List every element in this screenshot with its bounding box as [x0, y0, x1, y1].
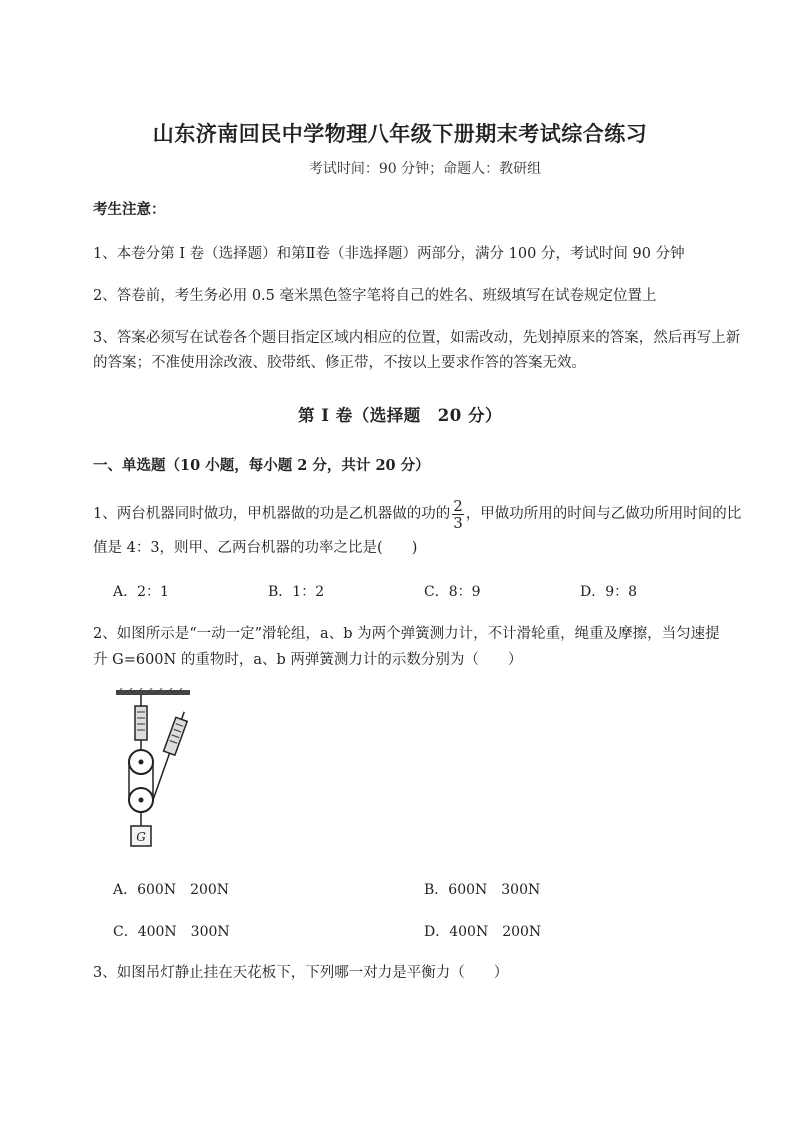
pulley-figure: [112, 688, 204, 852]
ceiling: [116, 690, 190, 695]
q1-fraction-den: 3: [453, 513, 463, 532]
q1-fraction-num: 2: [453, 496, 463, 515]
notes-heading: 考生注意：: [93, 201, 166, 218]
q2-line-2: 升 G=600N 的重物时，a、b 两弹簧测力计的示数分别为（ ）: [93, 652, 523, 668]
q1-option-d[interactable]: D．9：8: [580, 584, 638, 600]
q1-option-c[interactable]: C．8：9: [424, 584, 481, 600]
spring-scale-a: [135, 706, 147, 740]
q1-text-before: 1、两台机器同时做功，甲机器做的功是乙机器做的功的: [93, 506, 451, 522]
part-heading: 一、单选题（10 小题，每小题 2 分，共计 20 分）: [93, 457, 430, 474]
notes-item-3: 3、答案必须写在试卷各个题目指定区域内相应的位置，如需改动，先划掉原来的答案，然后再写上新: [93, 330, 741, 346]
q1-line-1: [93, 494, 741, 534]
q2-option-b[interactable]: B．600N 300N: [424, 882, 541, 898]
q1-text-after: ，甲做功所用的时间与乙做功所用时间的比: [465, 506, 742, 522]
q1-fraction: [452, 498, 464, 531]
weight-label: G: [136, 830, 146, 844]
section-title: 第 I 卷（选择题 20 分）: [298, 406, 502, 425]
q3-line-1: 3、如图吊灯静止挂在天花板下，下列哪一对力是平衡力（ ）: [93, 965, 509, 981]
notes-item-1: 1、本卷分第 I 卷（选择题）和第Ⅱ卷（非选择题）两部分，满分 100 分，考试时间 90 分钟: [93, 246, 685, 262]
q2-option-d[interactable]: D．400N 200N: [424, 924, 542, 940]
q1-option-b[interactable]: B．1：2: [268, 584, 325, 600]
q2-option-c[interactable]: C．400N 300N: [113, 924, 230, 940]
q2-option-a[interactable]: A．600N 200N: [113, 882, 230, 898]
spring-scale-b: [164, 710, 190, 755]
exam-title: 山东济南回民中学物理八年级下册期末考试综合练习: [152, 121, 648, 146]
notes-item-3-cont: 的答案；不准使用涂改液、胶带纸、修正带，不按以上要求作答的答案无效。: [93, 355, 586, 371]
q2-line-1: 2、如图所示是“一动一定”滑轮组，a、b 为两个弹簧测力计，不计滑轮重，绳重及摩擦，当匀速提: [93, 626, 720, 642]
notes-item-2: 2、答卷前，考生务必用 0.5 毫米黑色签字笔将自己的姓名、班级填写在试卷规定位置上: [93, 288, 657, 304]
q1-option-a[interactable]: A．2：1: [113, 584, 169, 600]
exam-subtitle: 考试时间：90 分钟；命题人：教研组: [308, 161, 542, 177]
q1-line-2: 值是 4：3，则甲、乙两台机器的功率之比是( ): [93, 540, 418, 556]
ceiling-hatch: [120, 688, 184, 690]
